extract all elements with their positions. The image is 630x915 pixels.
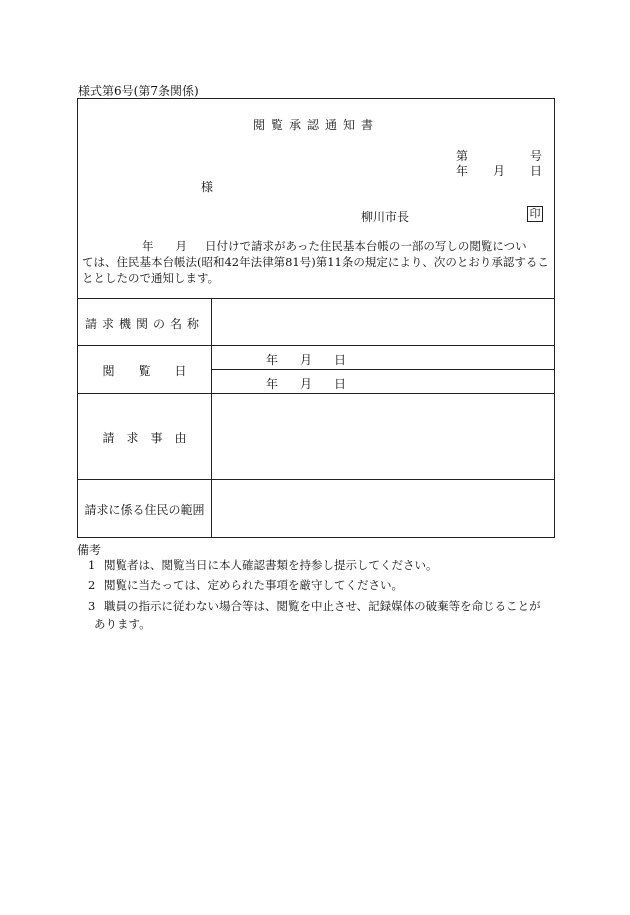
remark-number: 3 [88, 599, 96, 613]
viewing-date-2-year: 年 [266, 377, 279, 391]
remark-text-continued: あります。 [94, 617, 151, 631]
divider-row2-inner [211, 369, 554, 370]
requester-name-label: 請求機関の名称 [84, 317, 204, 331]
divider-row3 [78, 479, 554, 480]
divider-top [78, 298, 554, 299]
date-month: 月 [493, 164, 506, 178]
form-frame [77, 98, 555, 538]
remark-text: 職員の指示に従わない場合等は、閲覧を中止させ、記録媒体の破棄等を命じることが [104, 599, 541, 613]
body-year: 年 [142, 239, 154, 253]
viewing-date-2-day: 日 [334, 377, 347, 391]
seal-mark: 印 [527, 206, 543, 222]
scope-label: 請求に係る住民の範囲 [84, 503, 205, 517]
body-line-3: ととしたので通知します。 [82, 271, 220, 285]
form-label: 様式第6号(第7条関係) [78, 84, 199, 98]
viewing-date-2-month: 月 [300, 377, 313, 391]
body-month: 月 [175, 239, 187, 253]
date-year: 年 [456, 164, 469, 178]
remark-item-2 [88, 576, 548, 594]
document-title: 閲覧承認通知書 [252, 118, 379, 132]
remark-item-3 [88, 597, 548, 633]
number-suffix: 号 [530, 149, 543, 163]
number-prefix: 第 [456, 149, 469, 163]
remarks-title: 備考 [77, 543, 102, 557]
body-line-1: 日付けで請求があった住民基本台帳の一部の写しの閲覧につい [205, 239, 527, 253]
addressee-suffix: 様 [201, 180, 214, 194]
issuer-name: 柳川市長 [361, 210, 410, 224]
viewing-date-2 [266, 375, 346, 392]
viewing-date-1 [266, 351, 346, 368]
reason-label: 請 求 事 由 [102, 431, 187, 445]
remark-text: 閲覧者は、閲覧当日に本人確認書類を持参し提示してください。 [104, 558, 438, 572]
viewing-date-1-day: 日 [334, 353, 347, 367]
column-divider [211, 298, 212, 537]
body-text [82, 238, 550, 286]
remark-item-1 [88, 556, 548, 574]
remark-number: 2 [88, 578, 96, 592]
viewing-date-1-year: 年 [266, 353, 279, 367]
date-day: 日 [530, 164, 543, 178]
header-area [78, 99, 554, 298]
viewing-date-label: 閲 覧 日 [102, 364, 187, 378]
remark-text: 閲覧に当たっては、定められた事項を厳守してください。 [104, 578, 403, 592]
viewing-date-1-month: 月 [300, 353, 313, 367]
divider-row2 [78, 393, 554, 394]
body-line-2: ては、住民基本台帳法(昭和42年法律第81号)第11条の規定により、次のとおり承認するこ [82, 255, 549, 269]
remark-number: 1 [88, 558, 96, 572]
divider-row1 [78, 345, 554, 346]
